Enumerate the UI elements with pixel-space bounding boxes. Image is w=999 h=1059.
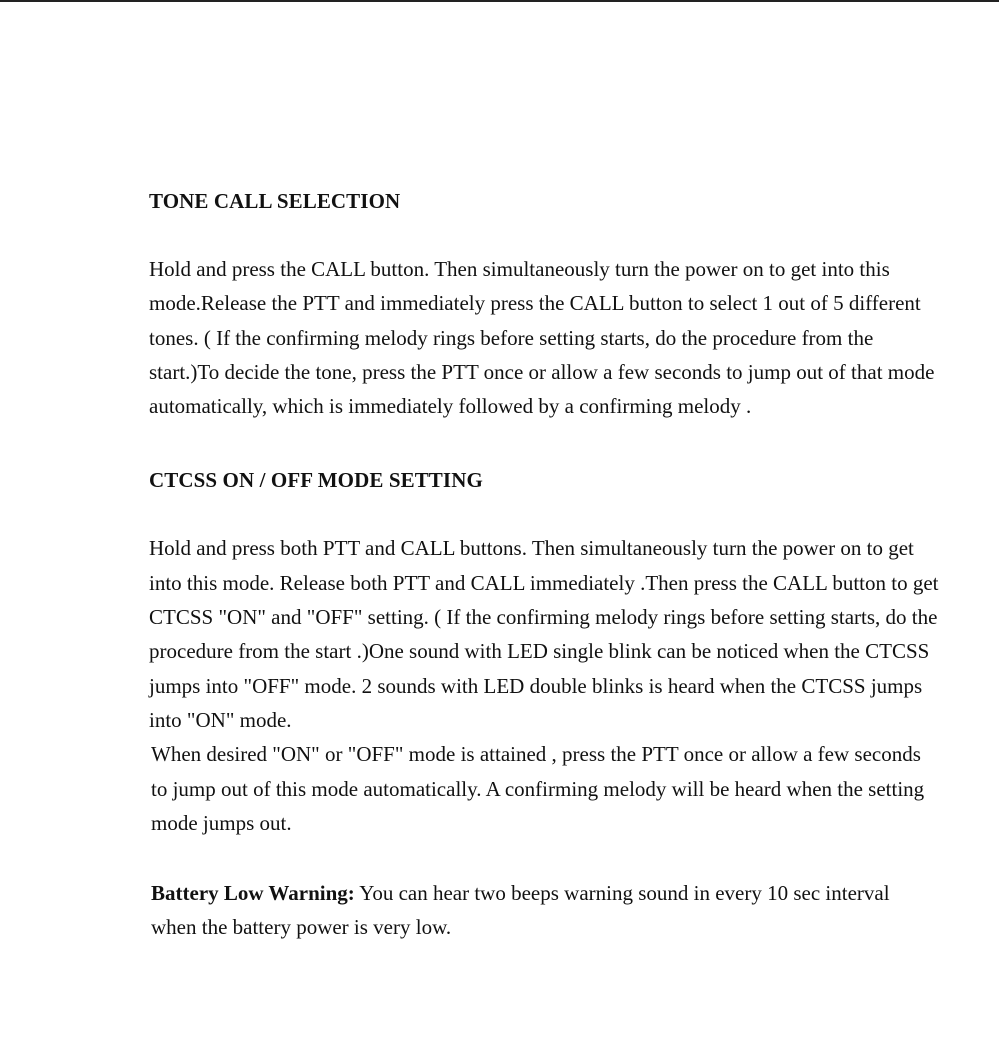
ctcss-heading: CTCSS ON / OFF MODE SETTING	[149, 468, 483, 493]
battery-warning-section	[149, 876, 939, 945]
top-border-rule	[0, 0, 999, 2]
battery-warning-text	[151, 876, 939, 945]
ctcss-section	[149, 465, 939, 840]
ctcss-body-1: Hold and press both PTT and CALL buttons. Then simultaneously turn the power on to get into this mode. Release both PTT and CALL immediately .Then press the CALL button to get CTCSS "ON" and "OFF" setting. ( If the confirming melody rings before setting starts, do the procedure from the start .)One sound with LED single blink can be noticed when the CTCSS jumps into "OFF" mode. 2 sounds with LED double blinks is heard when the CTCSS jumps into "ON" mode.	[149, 536, 939, 732]
tone-call-heading: TONE CALL SELECTION	[149, 189, 401, 213]
ctcss-body-2: When desired "ON" or "OFF" mode is attained , press the PTT once or allow a few seconds to jump out of this mode automatically. A confirming melody will be heard when the setting mode jumps out.	[151, 742, 925, 835]
document-page	[149, 186, 939, 945]
tone-call-section	[149, 186, 939, 423]
battery-warning-label: Battery Low Warning:	[151, 881, 355, 906]
tone-call-body: Hold and press the CALL button. Then simultaneously turn the power on to get into this mode.Release the PTT and immediately press the CALL button to select 1 out of 5 different tones. ( If the confirming melody rings before setting starts, do the procedure from the start.)To decide the tone, press the PTT once or allow a few seconds to jump out of that mode automatically, which is immediately followed by a confirming melody .	[149, 257, 935, 419]
battery-warning-body: You can hear two beeps warning sound in every 10 sec interval when the battery power is very low.	[151, 881, 890, 940]
